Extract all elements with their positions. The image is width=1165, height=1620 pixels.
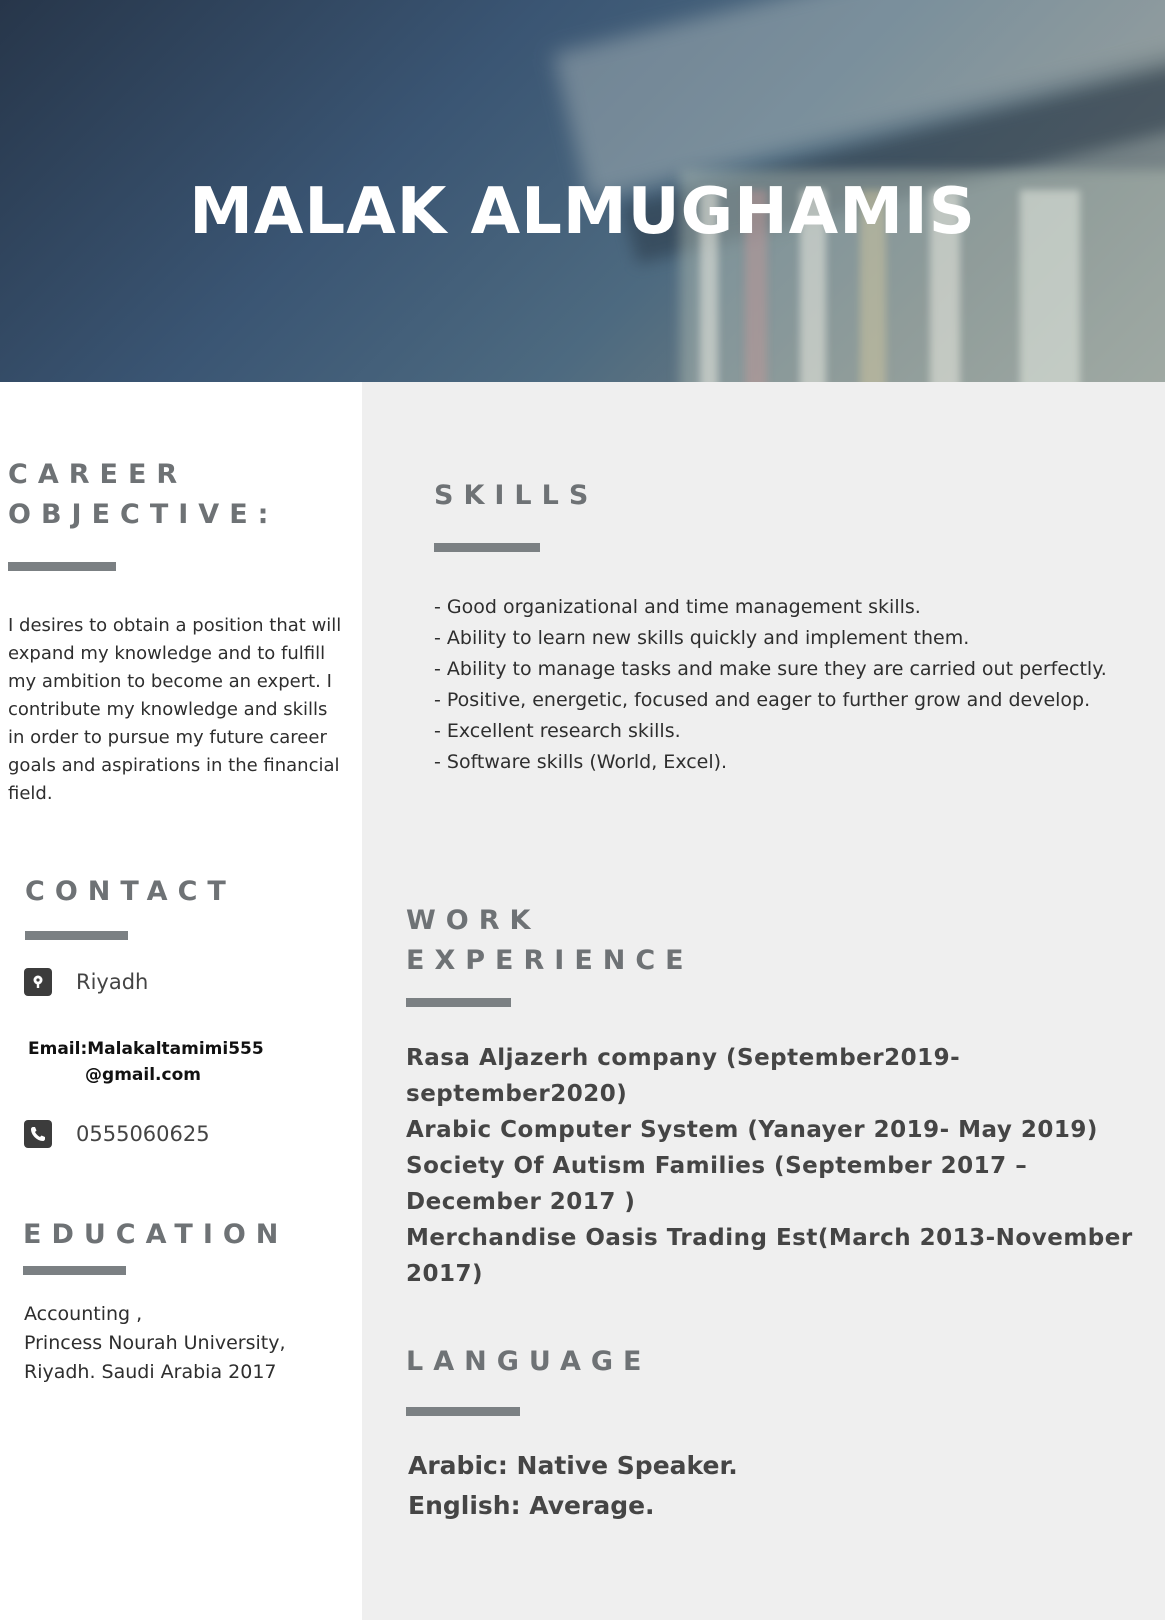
language-divider xyxy=(406,1407,520,1416)
work-experience-heading xyxy=(406,901,694,981)
contact-phone: 0555060625 xyxy=(76,1122,210,1146)
contact-divider xyxy=(25,931,128,940)
work-experience-divider xyxy=(406,998,511,1007)
language-item: English: Average. xyxy=(408,1491,655,1520)
skill-item: - Ability to learn new skills quickly and implement them. xyxy=(434,627,970,649)
career-objective-heading-line2: OBJECTIVE: xyxy=(8,499,279,530)
work-experience-item: Arabic Computer System (Yanayer 2019- May 2019) xyxy=(406,1117,1098,1143)
contact-heading: CONTACT xyxy=(25,876,236,907)
skill-item: - Software skills (World, Excel). xyxy=(434,751,728,773)
language-heading: LANGUAGE xyxy=(406,1346,652,1377)
skills-divider xyxy=(434,543,540,552)
work-experience-heading-line2: EXPERIENCE xyxy=(406,945,694,976)
work-experience-item: Rasa Aljazerh company (September2019- september2020) xyxy=(406,1045,961,1107)
career-objective-text: I desires to obtain a position that will expand my knowledge and to fulfill my ambition to become an expert. I contribute my knowledge and skills in order to pursue my future career goals and aspirations in the financial field. xyxy=(8,615,342,804)
contact-email xyxy=(28,1036,264,1088)
career-objective-heading-line1: CAREER xyxy=(8,459,188,490)
contact-email-line2: @gmail.com xyxy=(85,1065,201,1085)
work-experience-item: Merchandise Oasis Trading Est(March 2013-November 2017) xyxy=(406,1225,1133,1287)
work-experience-heading-line1: WORK xyxy=(406,905,541,936)
education-degree: Accounting , xyxy=(24,1303,143,1325)
contact-phone-row xyxy=(24,1120,210,1148)
skills-heading: SKILLS xyxy=(434,480,599,511)
language-item: Arabic: Native Speaker. xyxy=(408,1451,738,1480)
education-location-year: Riyadh. Saudi Arabia 2017 xyxy=(24,1361,277,1383)
skill-item: - Ability to manage tasks and make sure they are carried out perfectly. xyxy=(434,658,1107,680)
career-objective-divider xyxy=(8,562,116,571)
candidate-name: MALAK ALMUGHAMIS xyxy=(189,175,976,249)
header-banner xyxy=(0,0,1165,382)
education-heading: EDUCATION xyxy=(23,1219,289,1250)
contact-location-row xyxy=(24,968,148,996)
contact-location: Riyadh xyxy=(76,970,149,994)
phone-icon xyxy=(24,1120,52,1148)
work-experience-item: Society Of Autism Families (September 2017 – December 2017 ) xyxy=(406,1153,1028,1215)
skill-item: - Positive, energetic, focused and eager to further grow and develop. xyxy=(434,689,1091,711)
contact-email-line1: Email:Malakaltamimi555 xyxy=(28,1039,264,1059)
location-pin-icon xyxy=(24,968,52,996)
education-divider xyxy=(23,1266,126,1275)
skill-item: - Excellent research skills. xyxy=(434,720,681,742)
education-details xyxy=(24,1300,354,1387)
career-objective-heading xyxy=(8,455,278,535)
education-university: Princess Nourah University, xyxy=(24,1332,286,1354)
skills-list xyxy=(434,592,1134,778)
language-list xyxy=(408,1446,1008,1526)
skill-item: - Good organizational and time management skills. xyxy=(434,596,921,618)
work-experience-list xyxy=(406,1040,1165,1292)
